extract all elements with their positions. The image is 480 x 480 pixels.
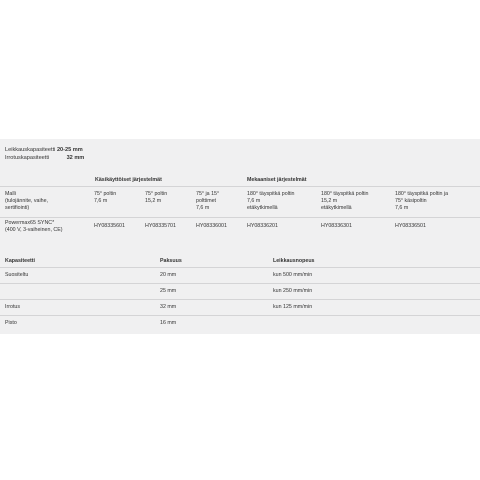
table-cell: kun 125 mm/min: [273, 304, 313, 310]
table-cell: 20 mm: [160, 272, 177, 278]
model-row-label: Malli (tulojännite, vaihe, sertifiointi): [5, 191, 48, 211]
part-number: HY08336301: [321, 223, 352, 229]
divider: [0, 315, 480, 316]
col-header-capacity: Kapasiteetti: [5, 258, 36, 264]
model-cell: 75° poltin 7,6 m: [94, 191, 117, 204]
spec-panel: [0, 139, 480, 334]
part-number: HY08336201: [247, 223, 278, 229]
table-cell: Irrotus: [5, 304, 21, 310]
model-cell: 180° täyspitkä poltin 15,2 m etäkytkimellä: [321, 191, 369, 211]
divider: [0, 186, 480, 187]
part-number: HY08335601: [94, 223, 125, 229]
product-label: Powermax65 SYNC* (400 V, 3-vaiheinen, CE): [5, 220, 63, 233]
part-number: HY08335701: [145, 223, 176, 229]
col-header-cut-speed: Leikkausnopeus: [273, 258, 315, 264]
part-number: HY08336501: [395, 223, 426, 229]
part-number: HY08336001: [196, 223, 227, 229]
col-header-thickness: Paksuus: [160, 258, 182, 264]
table-cell: kun 250 mm/min: [273, 288, 313, 294]
model-cell: 180° täyspitkä poltin ja 75° käsipoltin 7,6 m: [395, 191, 449, 211]
table-cell: Suositeltu: [5, 272, 29, 278]
divider: [0, 283, 480, 284]
model-cell: 75° ja 15° polttimet 7,6 m: [196, 191, 220, 211]
divider: [0, 299, 480, 300]
model-cell: 180° täyspitkä poltin 7,6 m etäkytkimellä: [247, 191, 295, 211]
group-header-mechanized: Mekaaniset järjestelmät: [247, 177, 307, 183]
divider: [0, 217, 480, 218]
model-cell: 75° poltin 15,2 m: [145, 191, 168, 204]
table-cell: Pisto: [5, 320, 17, 326]
table-cell: kun 500 mm/min: [273, 272, 313, 278]
spec-cutting-capacity: Leikkauskapasiteetti 20-25 mm: [5, 147, 83, 153]
group-header-handheld: Käsikäyttöiset järjestelmät: [95, 177, 162, 183]
spec-gouging-capacity: Irrotuskapasiteetti 32 mm: [5, 155, 85, 161]
table-cell: 32 mm: [160, 304, 177, 310]
table-cell: 25 mm: [160, 288, 177, 294]
divider: [0, 267, 480, 268]
table-cell: 16 mm: [160, 320, 177, 326]
